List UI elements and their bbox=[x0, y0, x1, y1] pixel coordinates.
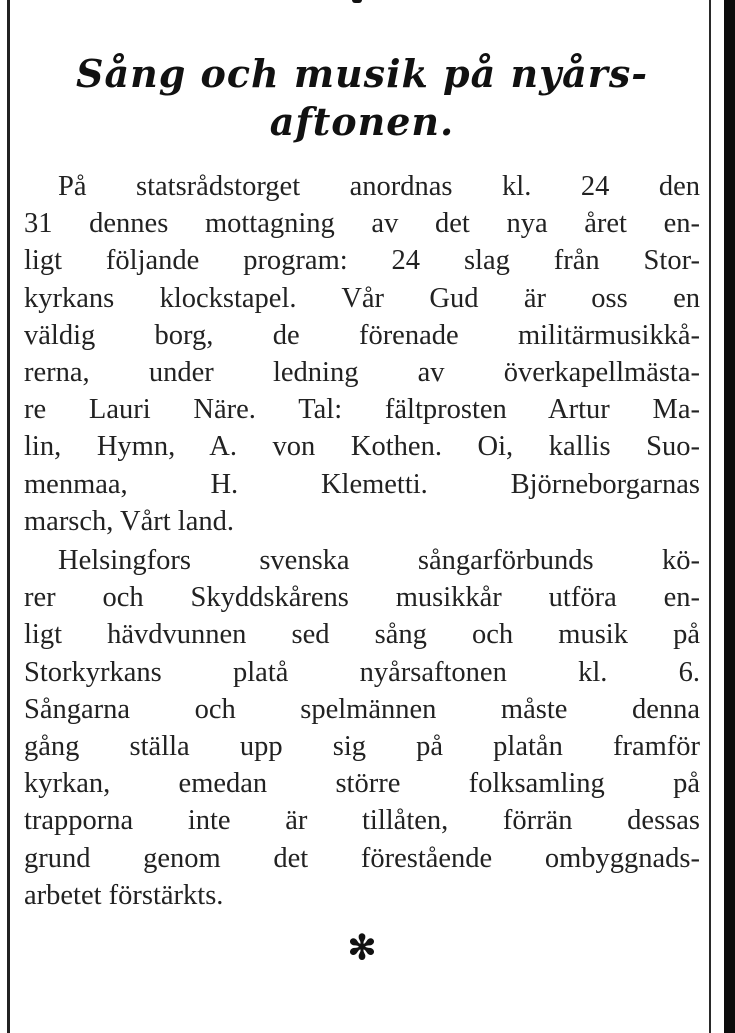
asterisk-separator-icon: ✻ bbox=[347, 928, 377, 969]
text-line: trapporna inte är tillåten, förrän dessas bbox=[24, 805, 700, 837]
text-line: grund genom det förestående ombyggnads- bbox=[24, 842, 700, 874]
text-line: väldig borg, de förenade militärmusikkå- bbox=[24, 319, 700, 351]
text-line: Storkyrkans platå nyårsaftonen kl. 6. bbox=[24, 656, 700, 688]
article-body bbox=[24, 168, 700, 914]
text-line: menmaa, H. Klemetti. Björneborgarnas bbox=[24, 468, 700, 500]
text-line: lin, Hymn, A. von Kothen. Oi, kallis Suo- bbox=[24, 431, 700, 463]
headline-line: aftonen. bbox=[269, 99, 455, 144]
column-rule-left bbox=[7, 0, 10, 1033]
text-line: kyrkan, emedan större folksamling på bbox=[24, 768, 700, 800]
text-line: rerna, under ledning av överkapellmästa- bbox=[24, 357, 700, 389]
text-line: marsch, Vårt land. bbox=[24, 505, 234, 537]
text-line: 31 dennes mottagning av det nya året en- bbox=[24, 208, 700, 240]
text-line: arbetet förstärkts. bbox=[24, 879, 224, 911]
paragraph-program bbox=[24, 168, 700, 540]
text-line: Helsingfors svenska sångarförbunds kö- bbox=[58, 545, 700, 577]
text-line: Sångarna och spelmännen måste denna bbox=[24, 693, 700, 725]
column-rule-right bbox=[709, 0, 711, 1033]
text-line: re Lauri Näre. Tal: fältprosten Artur Ma- bbox=[24, 394, 700, 426]
paragraph-choirs bbox=[24, 542, 700, 914]
text-line: ligt följande program: 24 slag från Stor- bbox=[24, 245, 700, 277]
article-headline bbox=[24, 50, 700, 146]
text-line: rer och Skyddskårens musikkår utföra en- bbox=[24, 582, 700, 614]
text-line: ligt hävdvunnen sed sång och musik på bbox=[24, 619, 700, 651]
newspaper-article bbox=[24, 50, 700, 968]
previous-article-remnant bbox=[352, 0, 362, 3]
page-edge-shadow bbox=[724, 0, 735, 1033]
headline-line: Sång och musik på nyårs- bbox=[76, 51, 648, 96]
text-line: På statsrådstorget anordnas kl. 24 den bbox=[58, 171, 700, 202]
text-line: gång ställa upp sig på platån framför bbox=[24, 731, 700, 763]
text-line: kyrkans klockstapel. Vår Gud är oss en bbox=[24, 282, 700, 314]
